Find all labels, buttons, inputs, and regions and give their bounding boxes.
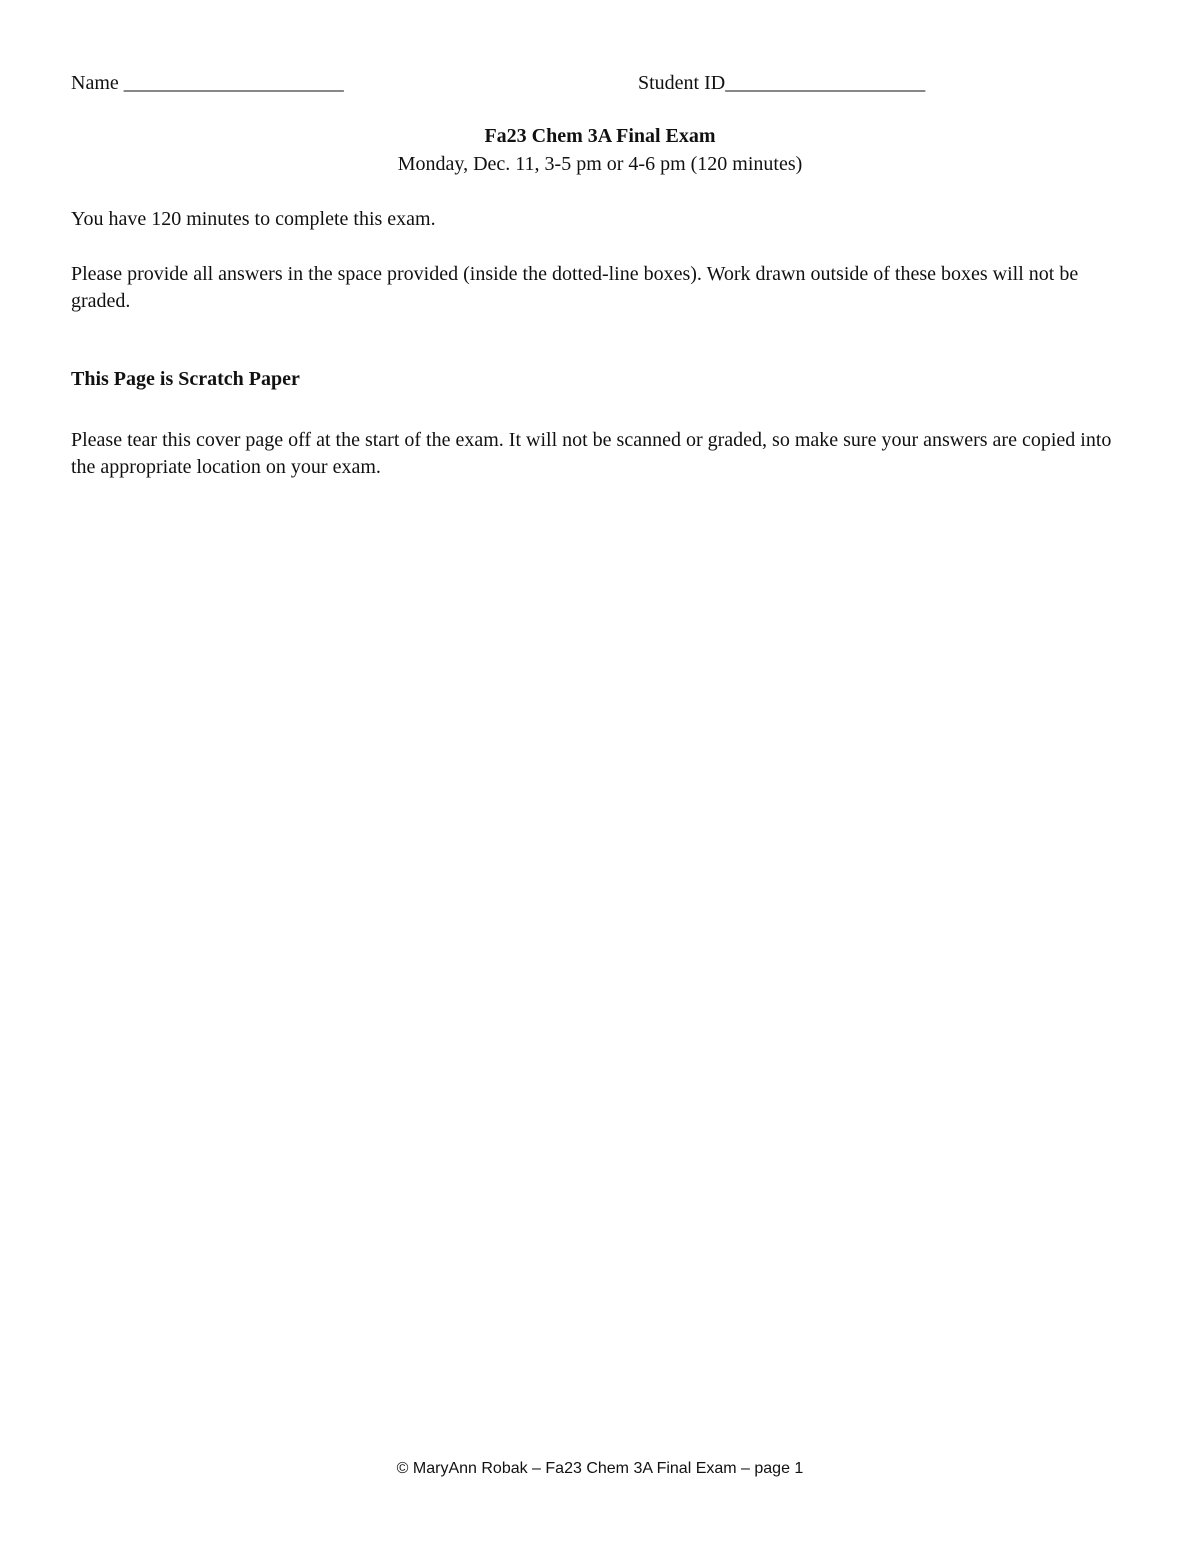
exam-title: Fa23 Chem 3A Final Exam: [484, 125, 716, 147]
time-instruction: You have 120 minutes to complete this exam.: [71, 208, 436, 230]
student-id-field: Student ID____________________: [638, 72, 926, 94]
scratch-note: Please tear this cover page off at the start of the exam. It will not be scanned or graded, so make sure your answers are copied into the appropriate location on your exam.: [71, 429, 1112, 478]
page-footer: © MaryAnn Robak – Fa23 Chem 3A Final Exam – page 1: [396, 1460, 804, 1477]
exam-subtitle: Monday, Dec. 11, 3-5 pm or 4-6 pm (120 minutes): [397, 153, 803, 175]
scratch-heading: This Page is Scratch Paper: [71, 368, 300, 390]
answer-instruction: Please provide all answers in the space provided (inside the dotted-line boxes). Work drawn outside of these boxes will not be graded.: [71, 263, 1079, 312]
header-row: [71, 72, 1131, 102]
name-field: Name ______________________: [71, 72, 344, 94]
